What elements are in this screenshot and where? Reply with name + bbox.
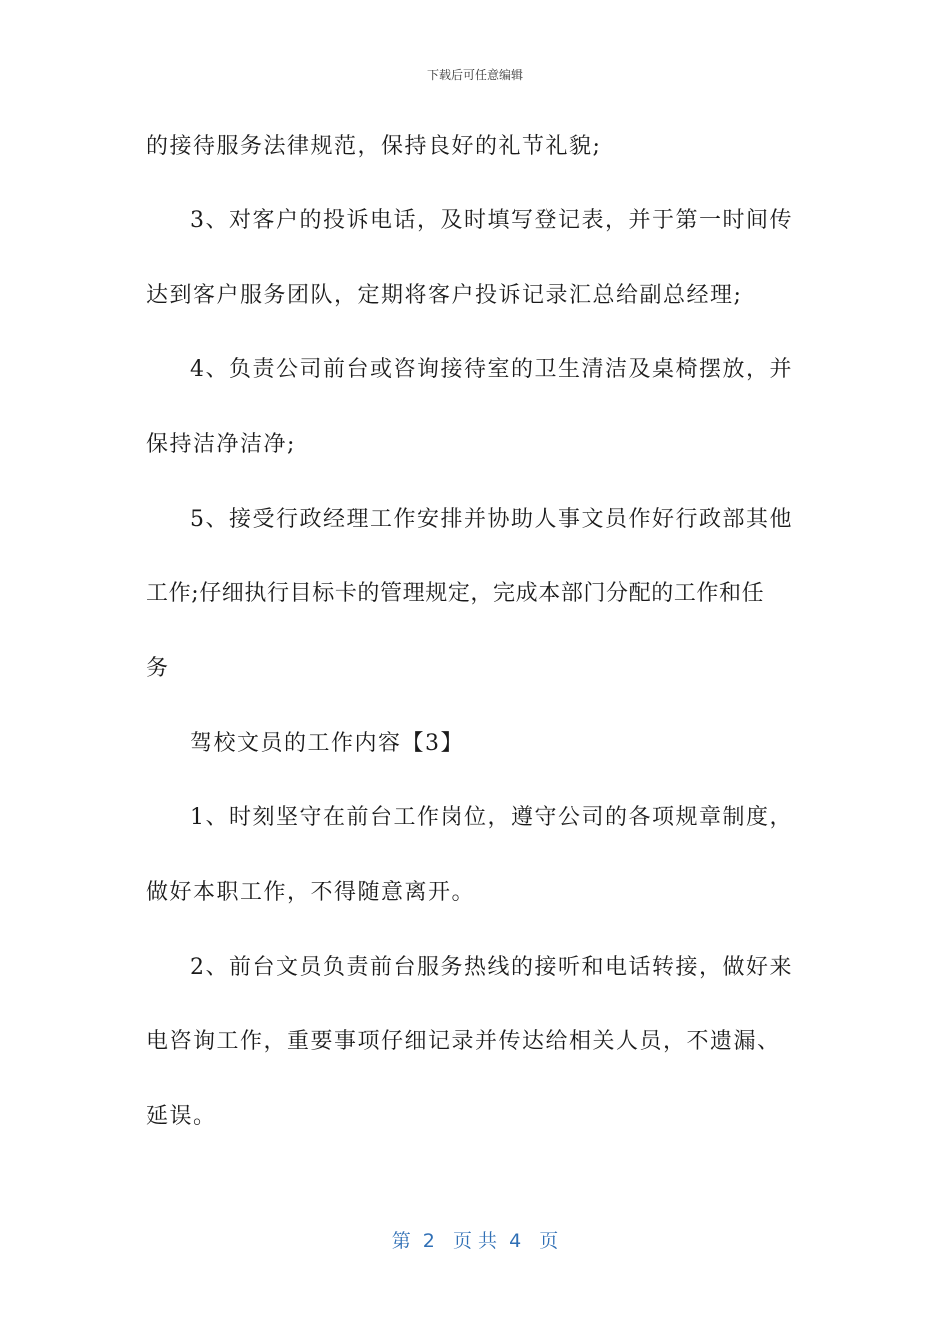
paragraph-line: 电咨询工作，重要事项仔细记录并传达给相关人员，不遗漏、: [146, 1029, 781, 1054]
page-label: 第 2 页 共 4 页: [391, 1230, 559, 1252]
page-number-footer: [0, 1226, 950, 1253]
header-note: 下载后可任意编辑: [426, 68, 523, 82]
paragraph-line: 延误。: [146, 1104, 217, 1129]
section-heading: 驾校文员的工作内容【3】: [190, 731, 464, 756]
paragraph-line: 3、对客户的投诉电话，及时填写登记表，并于第一时间传: [190, 208, 793, 233]
paragraph-line: 工作;仔细执行目标卡的管理规定，完成本部门分配的工作和任: [146, 581, 765, 606]
paragraph-line: 保持洁净洁净;: [146, 432, 296, 457]
paragraph-line: 5、接受行政经理工作安排并协助人事文员作好行政部其他: [190, 507, 793, 532]
paragraph-line: 做好本职工作，不得随意离开。: [146, 880, 476, 905]
paragraph-line: 2、前台文员负责前台服务热线的接听和电话转接，做好来: [190, 955, 793, 980]
paragraph-line: 4、负责公司前台或咨询接待室的卫生清洁及桌椅摆放，并: [190, 357, 793, 382]
paragraph-line: 务: [146, 656, 170, 681]
paragraph-line: 1、时刻坚守在前台工作岗位，遵守公司的各项规章制度，: [190, 805, 793, 830]
paragraph-line: 的接待服务法律规范，保持良好的礼节礼貌;: [146, 134, 602, 159]
paragraph-line: 达到客户服务团队，定期将客户投诉记录汇总给副总经理;: [146, 283, 743, 308]
